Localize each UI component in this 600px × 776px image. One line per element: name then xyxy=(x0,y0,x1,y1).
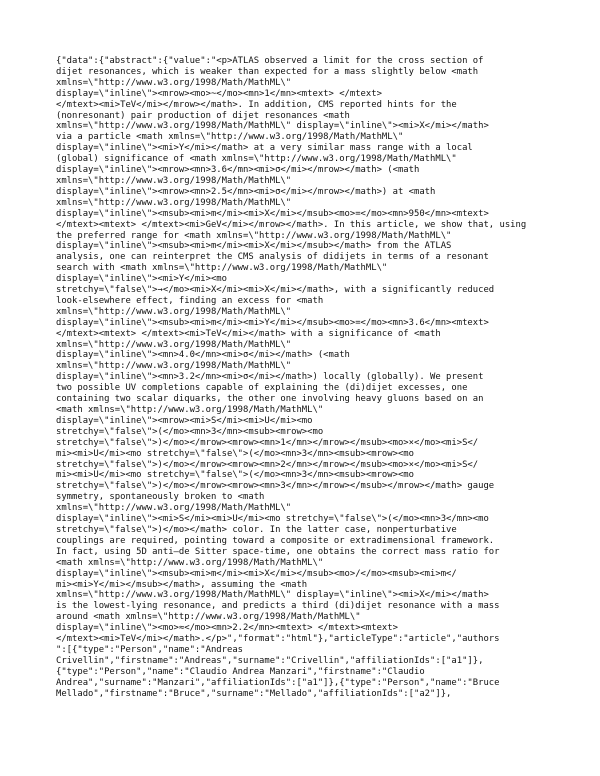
text-line: {"data":{"abstract":{"value":"<p>ATLAS observed a limit for the cross section of xyxy=(56,56,484,66)
text-line: mi><mi>U</mi><mo stretchy=\"false\">(</mo><mn>3</mn><msub><mrow><mo xyxy=(56,448,414,459)
text-line: display=\"inline\"><mi>Y</mi><mo xyxy=(56,274,227,285)
json-text-block xyxy=(56,56,570,699)
text-line: </mtext><mi>TeV</mi></math>.</p>","format":"html"},"articleType":"article","authors xyxy=(56,634,500,645)
text-line: display=\"inline\"><mi>S</mi><mi>U</mi><mo stretchy=\"false\">(</mo><mn>3</mn><mo xyxy=(56,514,489,525)
text-line: analysis, one can reinterpret the CMS analysis of didijets in terms of a resonant xyxy=(56,252,489,263)
text-line: stretchy=\"false\">(</mo><mn>3</mn><msub><mrow><mo xyxy=(56,426,324,437)
text-line: xmlns=\"http://www.w3.org/1998/Math/MathML\" xyxy=(56,503,292,514)
text-line: xmlns=\"http://www.w3.org/1998/Math/MathML\" xyxy=(56,77,292,88)
text-line: display=\"inline\"><mn>4.0</mn><mi>σ</mi></math> (<math xyxy=(56,350,350,361)
text-line: mi><mi>Y</mi></msub></math>, assuming the <math xyxy=(56,579,308,590)
text-line: Andrea","surname":"Manzari","affiliationIds":["a1"]},{"type":"Person","name":"Bruce xyxy=(56,677,500,688)
text-line: mi><mi>U</mi><mo stretchy=\"false\">(</mo><mn>3</mn><msub><mrow><mo xyxy=(56,470,414,481)
text-line: two possible UV completions capable of explaining the (di)dijet excesses, one xyxy=(56,383,468,394)
text-line: (global) significance of <math xmlns=\"http://www.w3.org/1998/Math/MathML\" xyxy=(56,154,457,165)
text-line: </mtext><mi>TeV</mi></mrow></math>. In addition, CMS reported hints for the xyxy=(56,99,457,110)
text-line: display=\"inline\"><mo>≈</mo><mn>2.2</mn><mtext> </mtext><mtext> xyxy=(56,623,398,634)
text-line: (nonresonant) pair production of dijet resonances <math xyxy=(56,110,350,121)
text-line: display=\"inline\"><msub><mi>m</mi><mi>X</mi></msub><mo>=</mo><mn>950</mn><mtext> xyxy=(56,208,489,219)
text-line: xmlns=\"http://www.w3.org/1998/Math/MathML\" xyxy=(56,197,292,208)
text-line: In fact, using 5D anti–de Sitter space-time, one obtains the correct mass ratio for xyxy=(56,546,500,557)
text-line: display=\"inline\"><mrow><mn>3.6</mn><mi>σ</mi></mrow></math> (<math xyxy=(56,165,420,176)
text-line: <math xmlns=\"http://www.w3.org/1998/Math/MathML\" xyxy=(56,557,324,568)
text-line: stretchy=\"false\">)</mo></mrow><mrow><mn>3</mn></mrow></msub></mrow></math> gauge xyxy=(56,481,495,492)
text-line: xmlns=\"http://www.w3.org/1998/Math/MathML\" xyxy=(56,306,292,317)
text-line: via a particle <math xmlns=\"http://www.w3.org/1998/Math/MathML\" xyxy=(56,132,404,143)
text-line: around <math xmlns=\"http://www.w3.org/1998/Math/MathML\" xyxy=(56,612,361,623)
text-line: stretchy=\"false\">)</mo></mrow><mrow><mn>2</mn></mrow></msub><mo>×</mo><mi>S</ xyxy=(56,459,479,470)
text-line: {"type":"Person","name":"Claudio Andrea Manzari","firstname":"Claudio xyxy=(56,666,425,677)
text-line: xmlns=\"http://www.w3.org/1998/Math/MathML\" xyxy=(56,361,292,372)
text-line: Crivellin","firstname":"Andreas","surname":"Crivellin","affiliationIds":["a1"]}, xyxy=(56,655,484,666)
text-line: the preferred range for <math xmlns=\"http://www.w3.org/1998/Math/MathML\" xyxy=(56,230,452,241)
text-line: stretchy=\"false\">)</mo></math> color. In the latter case, nonperturbative xyxy=(56,524,457,535)
text-line: display=\"inline\"><mi>Y</mi></math> at a very similar mass range with a local xyxy=(56,143,473,154)
text-line: xmlns=\"http://www.w3.org/1998/Math/MathML\" xyxy=(56,339,292,350)
text-line: display=\"inline\"><msub><mi>m</mi><mi>Y</mi></msub><mo>=</mo><mn>3.6</mn><mtext> xyxy=(56,317,489,328)
text-line: is the lowest-lying resonance, and predicts a third (di)dijet resonance with a mass xyxy=(56,601,500,612)
text-line: dijet resonances, which is weaker than expected for a mass slightly below <math xyxy=(56,66,479,77)
text-line: xmlns=\"http://www.w3.org/1998/Math/MathML\" xyxy=(56,175,292,186)
text-line: ":[{"type":"Person","name":"Andreas xyxy=(56,644,244,655)
text-line: xmlns=\"http://www.w3.org/1998/Math/MathML\" display=\"inline\"><mi>X</mi></math> xyxy=(56,121,489,132)
text-line: <math xmlns=\"http://www.w3.org/1998/Math/MathML\" xyxy=(56,405,324,415)
text-line: Mellado","firstname":"Bruce","surname":"Mellado","affiliationIds":["a2"]}, xyxy=(56,688,452,699)
text-line: stretchy=\"false\">)</mo></mrow><mrow><mn>1</mn></mrow></msub><mo>×</mo><mi>S</ xyxy=(56,437,479,448)
text-line: containing two scalar diquarks, the other one involving heavy gluons based on an xyxy=(56,394,484,405)
text-line: symmetry, spontaneously broken to <math xyxy=(56,492,265,503)
text-line: xmlns=\"http://www.w3.org/1998/Math/MathML\" display=\"inline\"><mi>X</mi></math> xyxy=(56,590,489,601)
text-line: display=\"inline\"><mrow><mo>~</mo><mn>1</mn><mtext> </mtext> xyxy=(56,88,382,99)
text-line: </mtext><mtext> </mtext><mi>TeV</mi></math> with a significance of <math xyxy=(56,328,441,339)
text-line: look-elsewhere effect, finding an excess for <math xyxy=(56,295,324,306)
text-line: stretchy=\"false\">→</mo><mi>X</mi><mi>X</mi></math>, with a significantly reduced xyxy=(56,285,495,296)
text-line: display=\"inline\"><mn>3.2</mn><mi>σ</mi></math>) locally (globally). We present xyxy=(56,372,484,383)
text-line: display=\"inline\"><msub><mi>m</mi><mi>X</mi></msub><mo>/</mo><msub><mi>m</ xyxy=(56,568,457,579)
text-line: display=\"inline\"><msub><mi>m</mi><mi>X</mi></msub></math> from the ATLAS xyxy=(56,241,452,252)
text-line: search with <math xmlns=\"http://www.w3.org/1998/Math/MathML\" xyxy=(56,263,388,274)
text-line: display=\"inline\"><mrow><mn>2.5</mn><mi>σ</mi></mrow></math>) at <math xyxy=(56,186,436,197)
text-line: couplings are required, pointing toward a composite or extradimensional framework. xyxy=(56,535,495,546)
text-line: display=\"inline\"><mrow><mi>S</mi><mi>U</mi><mo xyxy=(56,415,313,426)
text-line: </mtext><mtext> </mtext><mi>GeV</mi></mrow></math>. In this article, we show that, using xyxy=(56,219,527,230)
